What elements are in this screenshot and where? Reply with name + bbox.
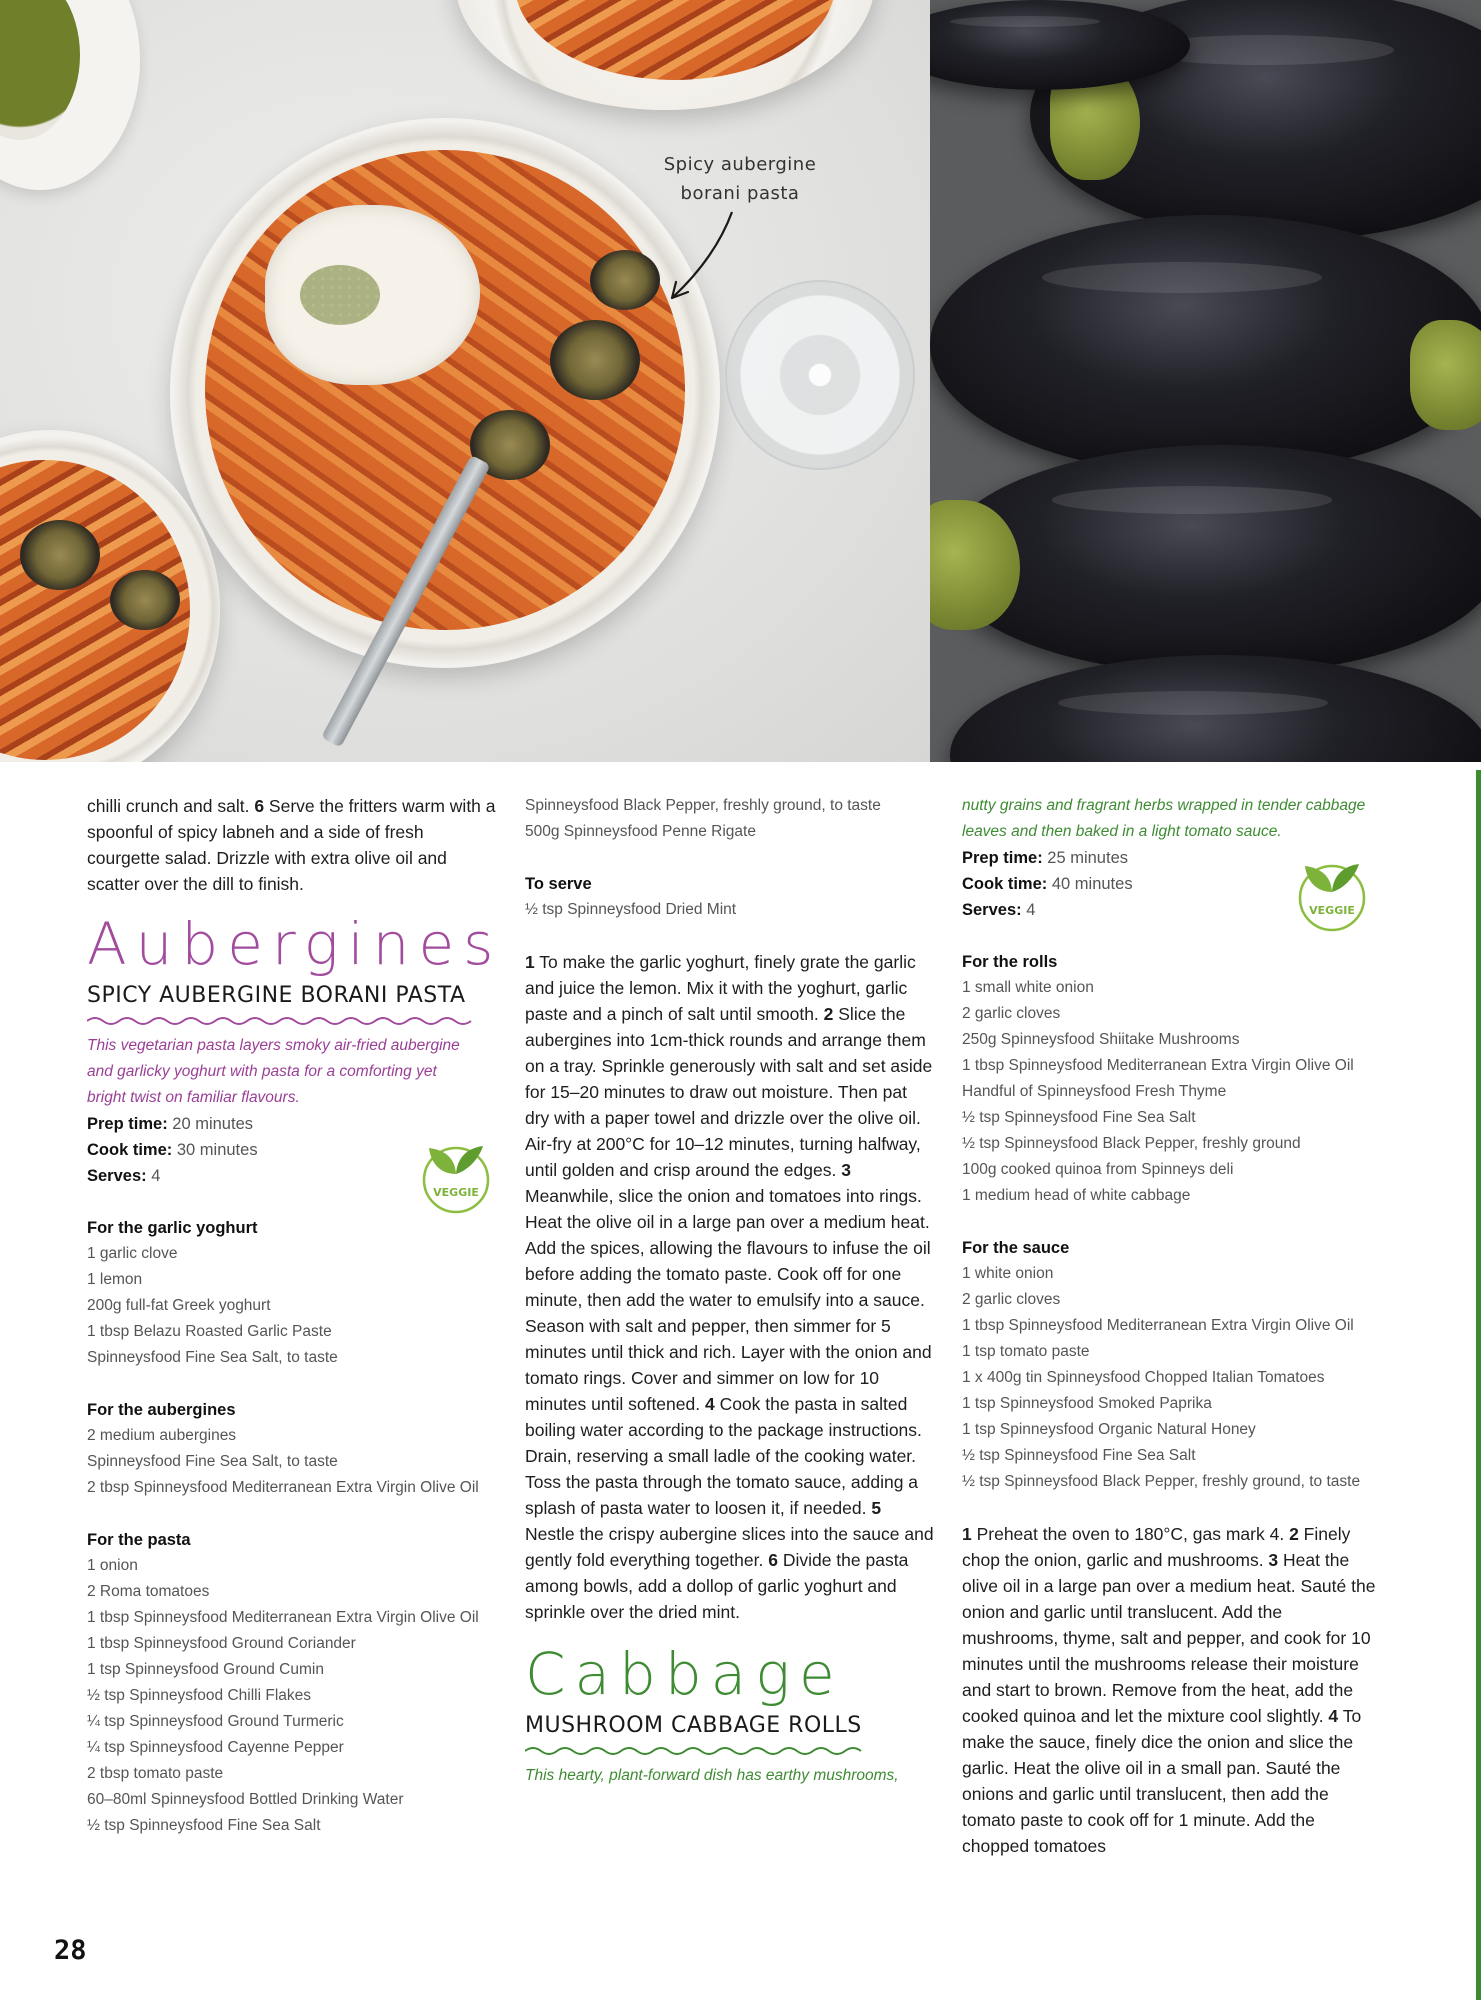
- serves-value: 4: [151, 1167, 161, 1185]
- veggie-badge-label: VEGGIE: [1309, 904, 1355, 917]
- ingredient-item: 1 onion: [87, 1557, 138, 1574]
- water-glass: [725, 280, 915, 470]
- to-serve-heading: To serve: [525, 875, 592, 893]
- ingredient-item: Spinneysfood Fine Sea Salt, to taste: [87, 1349, 338, 1366]
- photo-callout: [640, 150, 840, 208]
- ingredient-item: Spinneysfood Fine Sea Salt, to taste: [87, 1453, 338, 1470]
- ingredient-item: ½ tsp Spinneysfood Black Pepper, freshly ground: [962, 1135, 1301, 1152]
- column-2: [525, 793, 935, 1789]
- ingredient-item: 2 Roma tomatoes: [87, 1583, 210, 1600]
- ingredient-item: 2 medium aubergines: [87, 1427, 237, 1444]
- recipe-title: SPICY AUBERGINE BORANI PASTA: [87, 983, 466, 1008]
- cook-value: 30 minutes: [176, 1141, 258, 1159]
- aubergine: [940, 445, 1481, 675]
- step-text: Cook the pasta in salted boiling water according to the package instructions. Drain, reserving a small ladle of the cooking water. Toss the pasta through the tomato sauce, adding a splash of pasta water to loosen it, if needed.: [525, 1394, 922, 1518]
- aubergine-slice: [110, 570, 180, 630]
- ingredient-item: 1 tsp tomato paste: [962, 1343, 1090, 1360]
- prep-value: 25 minutes: [1047, 849, 1128, 867]
- recipe-intro-start: This hearty, plant-forward dish has earthy mushrooms,: [525, 1767, 899, 1784]
- aubergine-slice: [550, 320, 640, 400]
- ingredient-item: ½ tsp Spinneysfood Dried Mint: [525, 901, 737, 918]
- ingredient-item: 1 garlic clove: [87, 1245, 178, 1262]
- veggie-badge-icon: [419, 1140, 493, 1214]
- ingredient-item: ¼ tsp Spinneysfood Ground Turmeric: [87, 1713, 344, 1730]
- ingredient-item: 1 lemon: [87, 1271, 143, 1288]
- ingredient-heading: For the pasta: [87, 1531, 191, 1549]
- recipe-title: MUSHROOM CABBAGE ROLLS: [525, 1713, 862, 1738]
- cook-value: 40 minutes: [1051, 875, 1133, 893]
- step-text: Finely chop the onion, garlic and mushrooms.: [962, 1524, 1351, 1570]
- step-number: 1: [525, 952, 535, 972]
- ingredient-item: 1 tsp Spinneysfood Organic Natural Honey: [962, 1421, 1256, 1438]
- ingredient-item: 2 tbsp tomato paste: [87, 1765, 224, 1782]
- aubergine-slice: [20, 520, 100, 590]
- prep-value: 20 minutes: [172, 1115, 253, 1133]
- step-text: Heat the olive oil in a large pan over a medium heat. Sauté the onion and garlic until translucent. Add the mushrooms, thyme, salt and pepper, and cook for 10 minutes until the mushrooms release their moisture and start to brown. Remove from the heat, add the cooked quinoa and let the mixture cool slightly.: [962, 1550, 1376, 1726]
- serves-value: 4: [1026, 901, 1036, 919]
- ingredient-heading: For the garlic yoghurt: [87, 1219, 258, 1237]
- aubergine: [950, 655, 1481, 762]
- serves-label: Serves:: [87, 1167, 147, 1185]
- wavy-divider: [87, 1015, 472, 1027]
- callout-arrow-icon: [660, 208, 740, 308]
- ingredient-item: 2 garlic cloves: [962, 1291, 1061, 1308]
- ingredient-item: 1 tbsp Spinneysfood Mediterranean Extra Virgin Olive Oil: [962, 1057, 1354, 1074]
- section-word-aubergines: Aubergines: [87, 910, 503, 978]
- continued-method: [87, 793, 497, 897]
- aubergine: [930, 215, 1481, 475]
- step-number: 6: [768, 1550, 778, 1570]
- callout-line-1: Spicy aubergine: [663, 154, 817, 175]
- step-text: Meanwhile, slice the onion and tomatoes into rings. Heat the olive oil in a large pan over a medium heat. Add the spices, allowing the flavours to infuse the oil before adding the tomato paste. Cook off for one minute, then add the water to emulsify into a sauce. Season with salt and pepper, then simmer for 5 minutes until thick and rich. Layer with the onion and tomato rings. Cover and simmer on low for 10 minutes until softened.: [525, 1186, 932, 1414]
- ingredient-item: 1 tsp Spinneysfood Ground Cumin: [87, 1661, 324, 1678]
- step-number: 4: [704, 1394, 715, 1414]
- aubergine-slice: [590, 250, 660, 310]
- recipe-intro: This vegetarian pasta layers smoky air-fried aubergine and garlicky yoghurt with pasta for a comforting yet bright twist on familiar flavours.: [87, 1037, 460, 1106]
- step-text: Slice the aubergines into 1cm-thick rounds and arrange them on a tray. Sprinkle generously with salt and set aside for 15–20 minutes to draw out moisture. Then pat dry with a paper towel and drizzle over the olive oil. Air-fry at 200°C for 10–12 minutes, turning halfway, until golden and crisp around the edges.: [525, 1004, 933, 1180]
- ingredient-item: ½ tsp Spinneysfood Black Pepper, freshly ground, to taste: [962, 1473, 1361, 1490]
- ingredient-item: 1 small white onion: [962, 979, 1094, 996]
- step-number: 2: [1289, 1524, 1299, 1544]
- section-word-cabbage: Cabbage: [525, 1640, 844, 1708]
- veggie-badge-icon: [1295, 858, 1369, 932]
- step-number: 3: [841, 1160, 851, 1180]
- ingredient-item: 1 tbsp Belazu Roasted Garlic Paste: [87, 1323, 332, 1340]
- continued-text: chilli crunch and salt.: [87, 796, 255, 816]
- page-edge-strip: [1476, 770, 1481, 2000]
- ingredient-item: 2 tbsp Spinneysfood Mediterranean Extra Virgin Olive Oil: [87, 1479, 479, 1496]
- step-number: 4: [1328, 1706, 1339, 1726]
- ingredient-item: 200g full-fat Greek yoghurt: [87, 1297, 271, 1314]
- method-aubergine: [525, 949, 935, 1625]
- pasta-photo: [0, 0, 930, 762]
- recipe-intro-continued: nutty grains and fragrant herbs wrapped in tender cabbage leaves and then baked in a light tomato sauce.: [962, 797, 1366, 840]
- column-3: [962, 793, 1382, 1859]
- ingredient-item: ½ tsp Spinneysfood Fine Sea Salt: [87, 1817, 321, 1834]
- herb-sprinkle: [300, 265, 380, 325]
- step-number: 3: [1268, 1550, 1279, 1570]
- method-cabbage: [962, 1521, 1382, 1859]
- ingredient-heading: For the aubergines: [87, 1401, 236, 1419]
- ingredient-item: 60–80ml Spinneysfood Bottled Drinking Water: [87, 1791, 404, 1808]
- prep-label: Prep time:: [87, 1115, 168, 1133]
- column-1: [87, 793, 503, 1839]
- ingredient-item: ½ tsp Spinneysfood Fine Sea Salt: [962, 1109, 1196, 1126]
- ingredient-heading: For the sauce: [962, 1239, 1070, 1257]
- veggie-badge-label: VEGGIE: [433, 1186, 479, 1199]
- step-number: 1: [962, 1524, 972, 1544]
- prep-time: [87, 1111, 497, 1137]
- ingredient-item: 250g Spinneysfood Shiitake Mushrooms: [962, 1031, 1240, 1048]
- step-number: 6: [254, 796, 265, 816]
- to-serve-list: [525, 897, 935, 923]
- cook-label: Cook time:: [87, 1141, 173, 1159]
- ingredient-item: 1 medium head of white cabbage: [962, 1187, 1191, 1204]
- ingredient-item: 2 garlic cloves: [962, 1005, 1061, 1022]
- ingredient-heading: For the rolls: [962, 953, 1058, 971]
- wavy-divider: [525, 1745, 870, 1757]
- step-text: Serve the fritters warm with a spoonful of spicy labneh and a side of fresh courgette salad. Drizzle with extra olive oil and scatter over the dill to finish.: [87, 796, 496, 894]
- aubergine-photo: [930, 0, 1481, 762]
- prep-label: Prep time:: [962, 849, 1043, 867]
- aubergine-calyx: [1410, 320, 1481, 430]
- ingredient-item: 500g Spinneysfood Penne Rigate: [525, 823, 756, 840]
- ingredient-item: 1 tbsp Spinneysfood Mediterranean Extra Virgin Olive Oil: [962, 1317, 1354, 1334]
- ingredient-item: ¼ tsp Spinneysfood Cayenne Pepper: [87, 1739, 344, 1756]
- serves-label: Serves:: [962, 901, 1022, 919]
- ingredient-item: 1 tbsp Spinneysfood Mediterranean Extra Virgin Olive Oil: [87, 1609, 479, 1626]
- step-number: 2: [823, 1004, 834, 1024]
- ingredient-groups: [87, 1215, 497, 1839]
- ingredient-item: ½ tsp Spinneysfood Fine Sea Salt: [962, 1447, 1196, 1464]
- ingredient-item: 100g cooked quinoa from Spinneys deli: [962, 1161, 1234, 1178]
- ingredient-item: ½ tsp Spinneysfood Chilli Flakes: [87, 1687, 312, 1704]
- ingredient-item: 1 tbsp Spinneysfood Ground Coriander: [87, 1635, 356, 1652]
- step-text: To make the sauce, finely dice the onion and slice the garlic. Heat the olive oil in a small pan. Sauté the onions and garlic until translucent, then add the tomato paste to cook off for 1 minute. Add the chopped tomatoes: [962, 1706, 1362, 1856]
- step-number: 5: [871, 1498, 882, 1518]
- ingredient-item: 1 tsp Spinneysfood Smoked Paprika: [962, 1395, 1212, 1412]
- ingredient-item: 1 white onion: [962, 1265, 1054, 1282]
- step-text: Divide the pasta among bowls, add a dollop of garlic yoghurt and sprinkle over the dried mint.: [525, 1550, 909, 1622]
- step-text: To make the garlic yoghurt, finely grate the garlic and juice the lemon. Mix it with the yoghurt, garlic paste and a pinch of salt until smooth.: [525, 952, 916, 1024]
- callout-line-2: borani pasta: [680, 183, 800, 204]
- page-number: 28: [54, 1935, 87, 1966]
- step-text: Nestle the crispy aubergine slices into the sauce and gently fold everything together.: [525, 1524, 934, 1570]
- ingredient-item: Handful of Spinneysfood Fresh Thyme: [962, 1083, 1227, 1100]
- cook-label: Cook time:: [962, 875, 1048, 893]
- ingredient-item: 1 x 400g tin Spinneysfood Chopped Italian Tomatoes: [962, 1369, 1325, 1386]
- step-text: Preheat the oven to 180°C, gas mark 4.: [971, 1524, 1290, 1544]
- ingredient-item: Spinneysfood Black Pepper, freshly ground, to taste: [525, 797, 881, 814]
- ingredient-groups: [962, 949, 1382, 1495]
- pasta-ingredients-continued: [525, 793, 935, 845]
